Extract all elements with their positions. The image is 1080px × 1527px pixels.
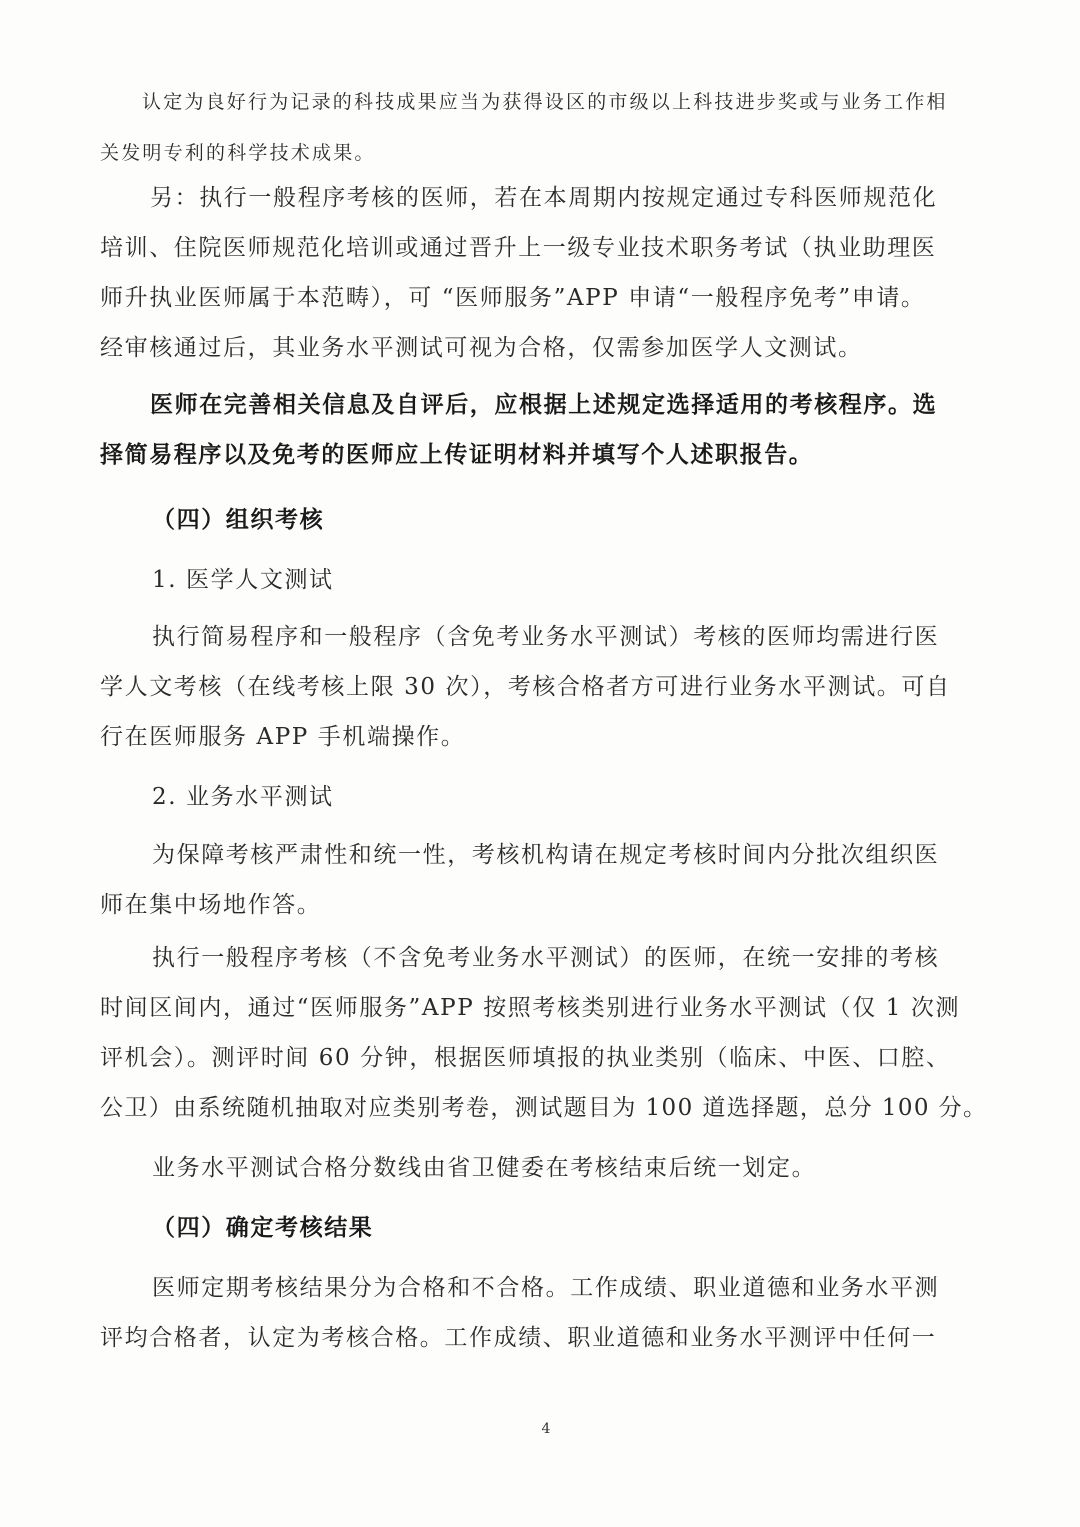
paragraph-line-1: 认定为良好行为记录的科技成果应当为获得设区的市级以上科技进步奖或与业务工作相 (142, 91, 948, 113)
paragraph-line-14: 评机会）。测评时间 60 分钟，根据医师填报的执业类别（临床、中医、口腔、 (100, 1045, 951, 1071)
paragraph-line-15: 公卫）由系统随机抽取对应类别考卷，测试题目为 100 道选择题，总分 100 分。 (100, 1095, 988, 1121)
paragraph-line-4: 培训、住院医师规范化培训或通过晋升上一级专业技术职务考试（执业助理医 (100, 235, 937, 261)
page-number: 4 (541, 1421, 551, 1437)
paragraph-line-16: 业务水平测试合格分数线由省卫健委在考核结束后统一划定。 (152, 1155, 817, 1181)
paragraph-line-10: 为保障考核严肃性和统一性，考核机构请在规定考核时间内分批次组织医 (152, 842, 940, 868)
paragraph-line-11: 师在集中场地作答。 (100, 892, 322, 918)
paragraph-line-9: 行在医师服务 APP 手机端操作。 (100, 724, 466, 750)
paragraph-line-3: 另：执行一般程序考核的医师，若在本周期内按规定通过专科医师规范化 (150, 185, 938, 211)
bold-paragraph-line-2: 择简易程序以及免考的医师应上传证明材料并填写个人述职报告。 (100, 441, 814, 468)
paragraph-line-12: 执行一般程序考核（不含免考业务水平测试）的医师，在统一安排的考核 (152, 945, 940, 971)
paragraph-line-13: 时间区间内，通过“医师服务”APP 按照考核类别进行业务水平测试（仅 1 次测 (100, 995, 961, 1021)
paragraph-line-8: 学人文考核（在线考核上限 30 次），考核合格者方可进行业务水平测试。可自 (100, 674, 951, 700)
paragraph-line-17: 医师定期考核结果分为合格和不合格。工作成绩、职业道德和业务水平测 (152, 1275, 940, 1301)
section-heading-results: （四）确定考核结果 (152, 1214, 374, 1241)
section-heading-organize: （四）组织考核 (152, 506, 325, 533)
paragraph-line-5: 师升执业医师属于本范畴），可 “医师服务”APP 申请“一般程序免考”申请。 (100, 285, 926, 311)
paragraph-line-6: 经审核通过后，其业务水平测试可视为合格，仅需参加医学人文测试。 (100, 335, 863, 361)
paragraph-line-7: 执行简易程序和一般程序（含免考业务水平测试）考核的医师均需进行医 (152, 624, 940, 650)
paragraph-line-18: 评均合格者，认定为考核合格。工作成绩、职业道德和业务水平测评中任何一 (100, 1325, 937, 1351)
subheading-humanities-test: 1. 医学人文测试 (152, 567, 334, 593)
bold-paragraph-line-1: 医师在完善相关信息及自评后，应根据上述规定选择适用的考核程序。选 (150, 391, 938, 418)
subheading-business-test: 2. 业务水平测试 (152, 784, 334, 810)
paragraph-line-2: 关发明专利的科学技术成果。 (100, 142, 376, 164)
